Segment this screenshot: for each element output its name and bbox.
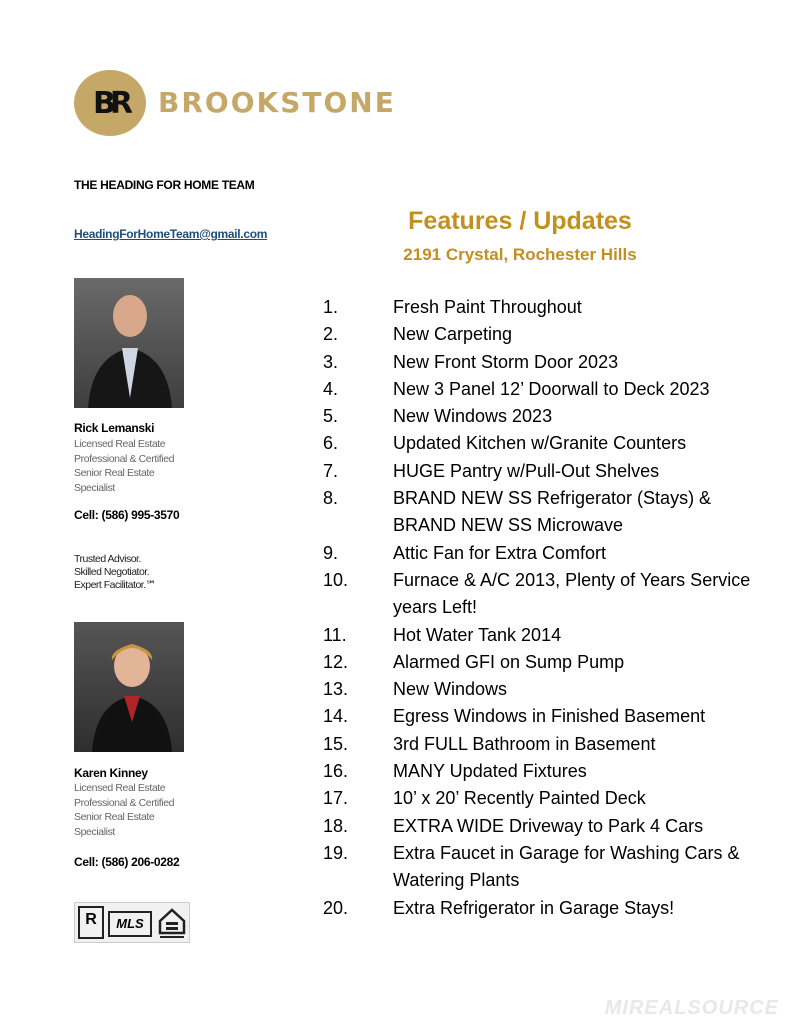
- feature-item: [323, 349, 753, 376]
- feature-text: MANY Updated Fixtures: [393, 761, 587, 782]
- feature-item: [323, 321, 753, 348]
- feature-number: 12.: [323, 651, 349, 672]
- feature-text: New Windows 2023: [393, 406, 553, 427]
- agent-cell-karen: Cell: (586) 206-0282: [74, 855, 180, 869]
- feature-item: [323, 785, 753, 812]
- agent-photo-rick: [74, 278, 184, 408]
- brookstone-logo-mark: [74, 70, 146, 136]
- feature-item: [323, 430, 753, 457]
- feature-text: BRAND NEW SS Refrigerator (Stays) & BRAND NEW SS Microwave: [393, 488, 712, 536]
- feature-number: 20.: [323, 897, 349, 918]
- feature-item: [323, 731, 753, 758]
- feature-text: 10’ x 20’ Recently Painted Deck: [393, 788, 646, 809]
- feature-text: Alarmed GFI on Sump Pump: [393, 651, 625, 672]
- agent-title-rick: Licensed Real Estate Professional & Certified Senior Real Estate Specialist: [74, 438, 175, 494]
- feature-item: [323, 813, 753, 840]
- feature-number: 8.: [323, 488, 339, 509]
- realtor-icon: R: [78, 906, 104, 939]
- feature-text: Fresh Paint Throughout: [393, 297, 582, 317]
- feature-number: 9.: [323, 542, 339, 563]
- feature-number: 13.: [323, 679, 349, 700]
- feature-number: 10.: [323, 569, 349, 590]
- feature-number: 4.: [323, 378, 339, 399]
- feature-text: 3rd FULL Bathroom in Basement: [393, 733, 656, 754]
- feature-text: Updated Kitchen w/Granite Counters: [393, 433, 687, 454]
- feature-number: 6.: [323, 433, 339, 454]
- feature-item: [323, 403, 753, 430]
- feature-text: HUGE Pantry w/Pull-Out Shelves: [393, 460, 660, 481]
- agent-name-rick: Rick Lemanski: [74, 421, 155, 435]
- feature-item: [323, 622, 753, 649]
- feature-text: New 3 Panel 12’ Doorwall to Deck 2023: [393, 378, 710, 399]
- feature-item: [323, 840, 753, 895]
- mls-icon: MLS: [108, 911, 152, 937]
- feature-number: 15.: [323, 733, 349, 754]
- agent-photo-karen: [74, 622, 184, 752]
- feature-number: 14.: [323, 706, 349, 727]
- team-email-link[interactable]: HeadingForHomeTeam@gmail.com: [74, 227, 268, 241]
- feature-item: [323, 703, 753, 730]
- feature-number: 17.: [323, 788, 349, 809]
- feature-item: [323, 676, 753, 703]
- feature-text: New Carpeting: [393, 324, 513, 345]
- equal-housing-icon: [158, 907, 186, 940]
- feature-number: 2.: [323, 324, 339, 345]
- feature-text: Furnace & A/C 2013, Plenty of Years Service years Left!: [393, 569, 751, 618]
- feature-item: [323, 540, 753, 567]
- agent-cell-rick: Cell: (586) 995-3570: [74, 508, 180, 522]
- feature-number: 7.: [323, 460, 339, 481]
- property-address: 2191 Crystal, Rochester Hills: [403, 245, 637, 264]
- feature-number: 16.: [323, 761, 349, 782]
- realtor-mls-eho-badges: [74, 902, 190, 943]
- feature-number: 5.: [323, 406, 339, 427]
- feature-item: [323, 294, 753, 321]
- agent-name-karen: Karen Kinney: [74, 766, 148, 780]
- feature-text: EXTRA WIDE Driveway to Park 4 Cars: [393, 815, 704, 836]
- feature-number: 19.: [323, 842, 349, 863]
- feature-text: New Front Storm Door 2023: [393, 351, 619, 372]
- features-title: Features / Updates: [408, 207, 632, 235]
- feature-text: Extra Refrigerator in Garage Stays!: [393, 897, 675, 918]
- logo-monogram: BR: [93, 85, 127, 121]
- feature-item: [323, 376, 753, 403]
- feature-item: [323, 458, 753, 485]
- team-name: THE HEADING FOR HOME TEAM: [74, 178, 255, 192]
- feature-item: [323, 758, 753, 785]
- feature-text: Egress Windows in Finished Basement: [393, 706, 706, 727]
- feature-number: 3.: [323, 351, 339, 372]
- feature-item: [323, 649, 753, 676]
- feature-text: Hot Water Tank 2014: [393, 624, 562, 645]
- feature-text: Attic Fan for Extra Comfort: [393, 542, 607, 563]
- feature-item: [323, 567, 753, 622]
- feature-number: 11.: [323, 624, 347, 645]
- feature-item: [323, 895, 753, 922]
- feature-text: Extra Faucet in Garage for Washing Cars & Watering Plants: [393, 842, 740, 891]
- mirealsource-watermark: MIREALSOURCE: [604, 997, 779, 1019]
- agent-title-karen: Licensed Real Estate Professional & Certified Senior Real Estate Specialist: [74, 782, 175, 838]
- brookstone-wordmark: BROOKSTONE: [158, 86, 396, 119]
- agent-tagline: Trusted Advisor. Skilled Negotiator. Expert Facilitator.℠: [74, 553, 156, 591]
- feature-number: 1.: [323, 297, 339, 317]
- feature-item: [323, 485, 753, 540]
- feature-number: 18.: [323, 815, 349, 836]
- features-list: [323, 294, 753, 922]
- feature-text: New Windows: [393, 679, 508, 700]
